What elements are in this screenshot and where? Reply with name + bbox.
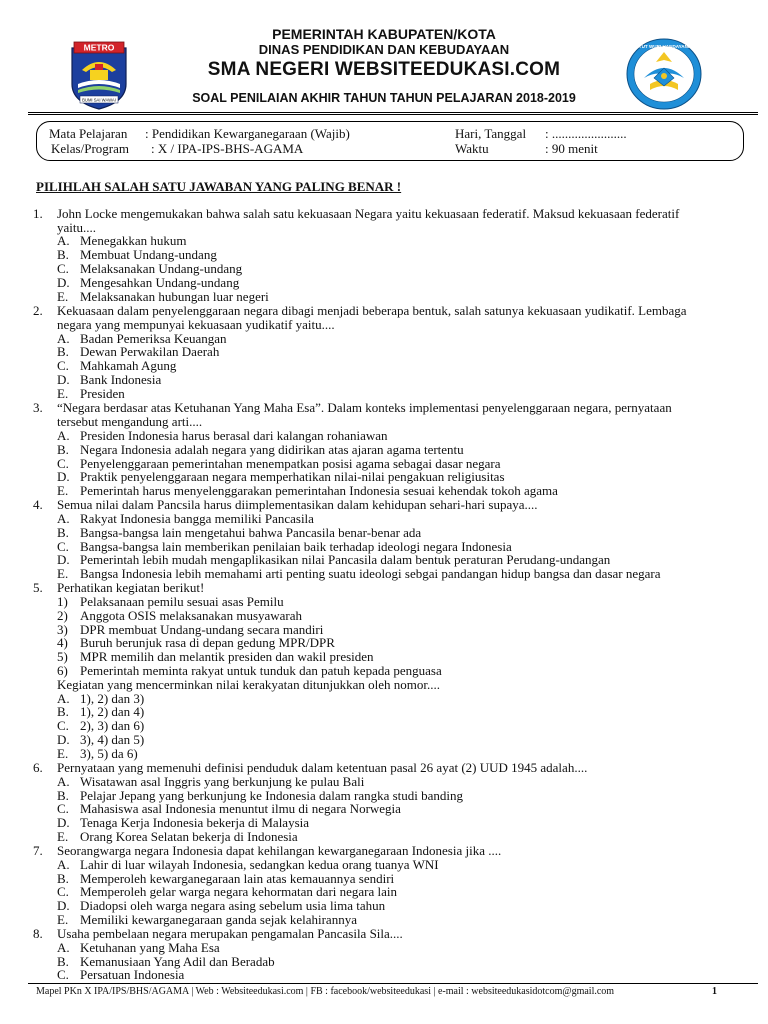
day-label: Hari, Tanggal [455,126,527,141]
option-key: C. [57,539,69,554]
option-key: C. [57,261,69,276]
option-text: Bank Indonesia [80,372,162,387]
option-text: Menegakkan hukum [80,233,187,248]
option-text: Praktik penyelenggaraan negara memperhatikan nilai-nilai pengakuan religiusitas [80,469,505,484]
option-text: 1), 2) dan 3) [80,691,145,706]
option-text: Bangsa-bangsa lain memberikan penilaian baik terhadap ideologi negara Indonesia [80,539,512,554]
question-text: John Locke mengemukakan bahwa salah satu kekuasaan Negara yaitu kekuasaan federatif. Maksud kekuasaan federatif [57,206,680,221]
option-text: Persatuan Indonesia [80,967,185,982]
option-key: D. [57,275,70,290]
option-key: C. [57,718,69,733]
class-value: : X / IPA-IPS-BHS-AGAMA [151,141,304,156]
option-key: D. [57,732,70,747]
question-number: 3. [33,400,43,415]
question-number: 4. [33,497,43,512]
list-key: 4) [57,635,68,650]
question-number: 1. [33,206,43,221]
tut-wuri-logo-text: TUT WURI HANDAYANI [638,44,690,49]
option-key: B. [57,871,69,886]
option-key: E. [57,829,69,844]
option-text: Presiden [80,386,125,401]
option-key: D. [57,552,70,567]
option-key: C. [57,884,69,899]
option-text: Orang Korea Selatan bekerja di Indonesia [80,829,298,844]
option-text: Memperoleh kewarganegaraan lain atas kemauannya sendiri [80,871,395,886]
question-text: Seorangwarga negara Indonesia dapat kehilangan kewarganegaraan Indonesia jika .... [57,843,502,858]
option-text: Kemanusiaan Yang Adil dan Beradab [80,954,275,969]
option-key: A. [57,511,70,526]
question-text: yaitu.... [57,220,96,235]
option-text: Mahkamah Agung [80,358,177,373]
option-text: Lahir di luar wilayah Indonesia, sedangkan kedua orang tuanya WNI [80,857,439,872]
question-text: Perhatikan kegiatan berikut! [57,580,205,595]
option-key: A. [57,774,70,789]
question-number: 5. [33,580,43,595]
option-key: D. [57,815,70,830]
option-text: 3), 5) da 6) [80,746,138,761]
footer-text: Mapel PKn X IPA/IPS/BHS/AGAMA | Web : Websiteedukasi.com | FB : facebook/websiteedukasi | e-mail : websiteedukasidotcom@gmail.com [36,986,615,997]
question-followup: Kegiatan yang mencerminkan nilai kerakyatan ditunjukkan oleh nomor.... [57,677,441,692]
list-key: 1) [57,594,68,609]
option-text: Penyelenggaraan pemerintahan menempatkan posisi agama sebagai dasar negara [80,456,501,471]
question-text: Pernyataan yang memenuhi definisi penduduk dalam ketentuan pasal 26 ayat (2) UUD 1945 adalah.... [57,760,588,775]
option-key: D. [57,469,70,484]
option-key: B. [57,954,69,969]
option-key: E. [57,386,69,401]
document-header [0,26,768,106]
question-number: 2. [33,303,43,318]
list-text: DPR membuat Undang-undang secara mandiri [80,622,324,637]
time-label: Waktu [455,141,489,156]
option-text: 3), 4) dan 5) [80,732,145,747]
option-key: D. [57,898,70,913]
option-text: Pelajar Jepang yang berkunjung ke Indonesia dalam rangka studi banding [80,788,464,803]
option-key: E. [57,566,69,581]
option-text: Presiden Indonesia harus berasal dari kalangan rohaniawan [80,428,388,443]
list-key: 5) [57,649,68,664]
option-key: B. [57,788,69,803]
header-school-name: SMA NEGERI WEBSITEEDUKASI.COM [207,59,561,80]
option-key: C. [57,967,69,982]
option-text: Bangsa-bangsa lain mengetahui bahwa Pancasila benar-benar ada [80,525,422,540]
option-key: B. [57,442,69,457]
option-key: B. [57,525,69,540]
subject-label: Mata Pelajaran [49,126,128,141]
question-number: 6. [33,760,43,775]
list-text: Pelaksanaan pemilu sesuai asas Pemilu [80,594,284,609]
header-government: PEMERINTAH KABUPATEN/KOTA [272,26,496,42]
option-text: Wisatawan asal Inggris yang berkunjung ke pulau Bali [80,774,365,789]
option-text: Memperoleh gelar warga negara kehormatan dari negara lain [80,884,398,899]
option-text: Bangsa Indonesia lebih memahami arti penting suatu ideologi sebgai pandangan hidup bangsa dan dasar negara [80,566,661,581]
question-number: 7. [33,843,43,858]
header-divider-2 [28,114,758,115]
question-text: tersebut mengandung arti.... [57,414,203,429]
option-text: Membuat Undang-undang [80,247,217,262]
option-key: E. [57,483,69,498]
list-key: 2) [57,608,68,623]
question-text: “Negara berdasar atas Ketuhanan Yang Maha Esa”. Dalam konteks implementasi penyelenggaraan negara, pernyataan [57,400,672,415]
header-divider [28,112,758,113]
option-key: B. [57,247,69,262]
option-text: Rakyat Indonesia bangga memiliki Pancasila [80,511,314,526]
option-text: Dewan Perwakilan Daerah [80,344,220,359]
list-key: 3) [57,622,68,637]
option-key: C. [57,358,69,373]
list-text: Anggota OSIS melaksanakan musyawarah [80,608,303,623]
option-key: A. [57,428,70,443]
list-text: Pemerintah meminta rakyat untuk tunduk dan patuh kepada penguasa [80,663,442,678]
day-value: : ....................... [545,126,627,141]
option-key: C. [57,801,69,816]
option-text: Diadopsi oleh warga negara asing sebelum usia lima tahun [80,898,386,913]
header-exam-title: SOAL PENILAIAN AKHIR TAHUN TAHUN PELAJARAN 2018-2019 [192,91,576,105]
question-text: Semua nilai dalam Pancsila harus diimplementasikan dalam kehidupan sehari-hari supaya.... [57,497,538,512]
question-text: Usaha pembelaan negara merupakan pengamalan Pancasila Sila.... [57,926,403,941]
option-text: Memiliki kewarganegaraan ganda sejak kelahirannya [80,912,357,927]
option-text: Pemerintah lebih mudah mengaplikasikan nilai Pancasila dalam bentuk peraturan Perudang-undangan [80,552,611,567]
header-department: DINAS PENDIDIKAN DAN KEBUDAYAAN [258,42,510,57]
option-key: D. [57,372,70,387]
question-text: negara yang mempunyai kekuasaan yudikatif yaitu.... [57,317,335,332]
option-key: A. [57,940,70,955]
option-text: Tenaga Kerja Indonesia bekerja di Malaysia [80,815,310,830]
time-value: : 90 menit [545,141,598,156]
option-key: B. [57,704,69,719]
option-text: Melaksanakan Undang-undang [80,261,243,276]
option-text: Pemerintah harus menyelenggarakan pemerintahan Indonesia sesuai kehendak tokoh agama [80,483,558,498]
option-key: A. [57,857,70,872]
option-text: Ketuhanan yang Maha Esa [80,940,220,955]
option-text: Mahasiswa asal Indonesia menuntut ilmu di negara Norwegia [80,801,401,816]
class-label: Kelas/Program [51,141,129,156]
list-text: Buruh berunjuk rasa di depan gedung MPR/DPR [80,635,335,650]
option-key: B. [57,344,69,359]
option-key: E. [57,746,69,761]
question-number: 8. [33,926,43,941]
instruction: PILIHLAH SALAH SATU JAWABAN YANG PALING BENAR ! [36,179,402,194]
subject-value: : Pendidikan Kewarganegaraan (Wajib) [145,126,350,141]
option-key: A. [57,691,70,706]
option-key: E. [57,289,69,304]
list-key: 6) [57,663,68,678]
option-text: Mengesahkan Undang-undang [80,275,240,290]
option-text: 1), 2) dan 4) [80,704,145,719]
exam-info-box [36,121,744,161]
option-text: Melaksanakan hubungan luar negeri [80,289,269,304]
metro-logo-text: METRO [83,42,115,53]
option-key: C. [57,456,69,471]
question-text: Kekuasaan dalam penyelenggaraan negara dibagi menjadi beberapa bentuk, salah satunya kekuasaan yudikatif. Lembaga [57,303,687,318]
option-text: Badan Pemeriksa Keuangan [80,331,227,346]
page-number: 1 [712,986,717,997]
footer-divider [28,983,758,984]
option-text: Negara Indonesia adalah negara yang didirikan atas ajaran agama tertentu [80,442,464,457]
list-text: MPR memilih dan melantik presiden dan wakil presiden [80,649,374,664]
option-key: A. [57,331,70,346]
metro-logo-motto: BUMI SAI WAWAI [82,97,116,103]
option-text: 2), 3) dan 6) [80,718,145,733]
option-key: A. [57,233,70,248]
option-key: E. [57,912,69,927]
